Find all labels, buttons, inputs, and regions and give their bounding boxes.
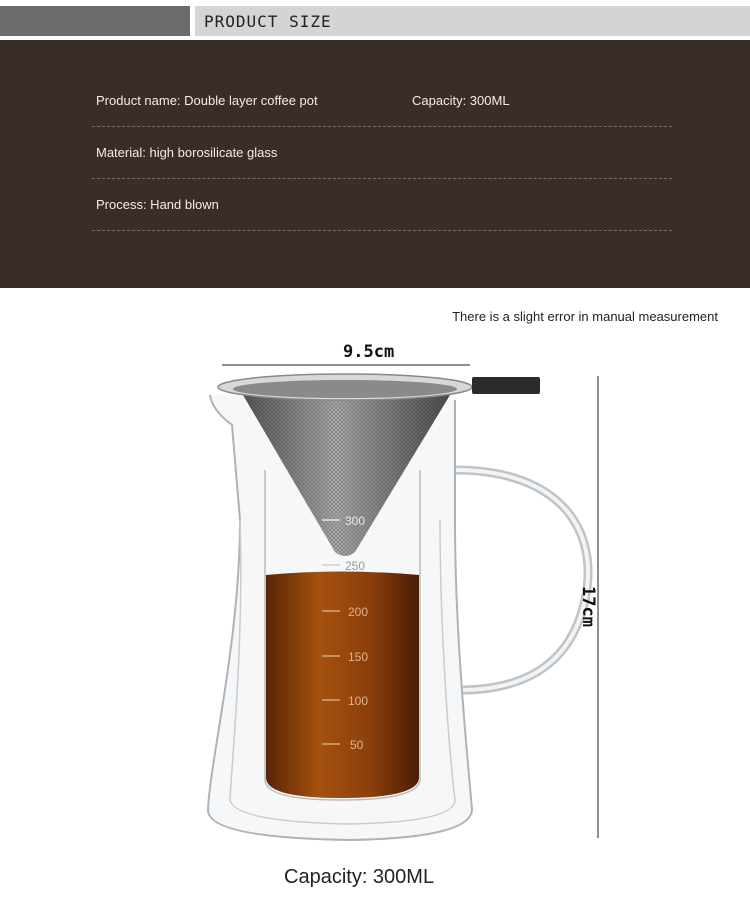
spec-material: Material: high borosilicate glass [96, 145, 278, 160]
scale-mark-300: 300 [345, 514, 366, 528]
filter-tab [472, 377, 540, 394]
scale-mark-150: 150 [348, 650, 369, 664]
scale-mark-200: 200 [348, 605, 369, 619]
handle-outline [455, 470, 588, 690]
capacity-caption: Capacity: 300ML [284, 866, 435, 888]
measurement-note: There is a slight error in manual measurement [452, 309, 718, 324]
scale-mark-100: 100 [348, 694, 369, 708]
scale-mark-50: 50 [350, 738, 364, 752]
spec-product-name: Product name: Double layer coffee pot [96, 93, 318, 108]
height-label: 17cm [578, 586, 598, 627]
scale-mark-250: 250 [345, 559, 366, 573]
width-label: 9.5cm [343, 342, 395, 362]
spec-process: Process: Hand blown [96, 197, 219, 212]
page-title: PRODUCT SIZE [204, 11, 332, 31]
spec-capacity: Capacity: 300ML [412, 93, 510, 108]
coffee-liquid [266, 572, 419, 799]
